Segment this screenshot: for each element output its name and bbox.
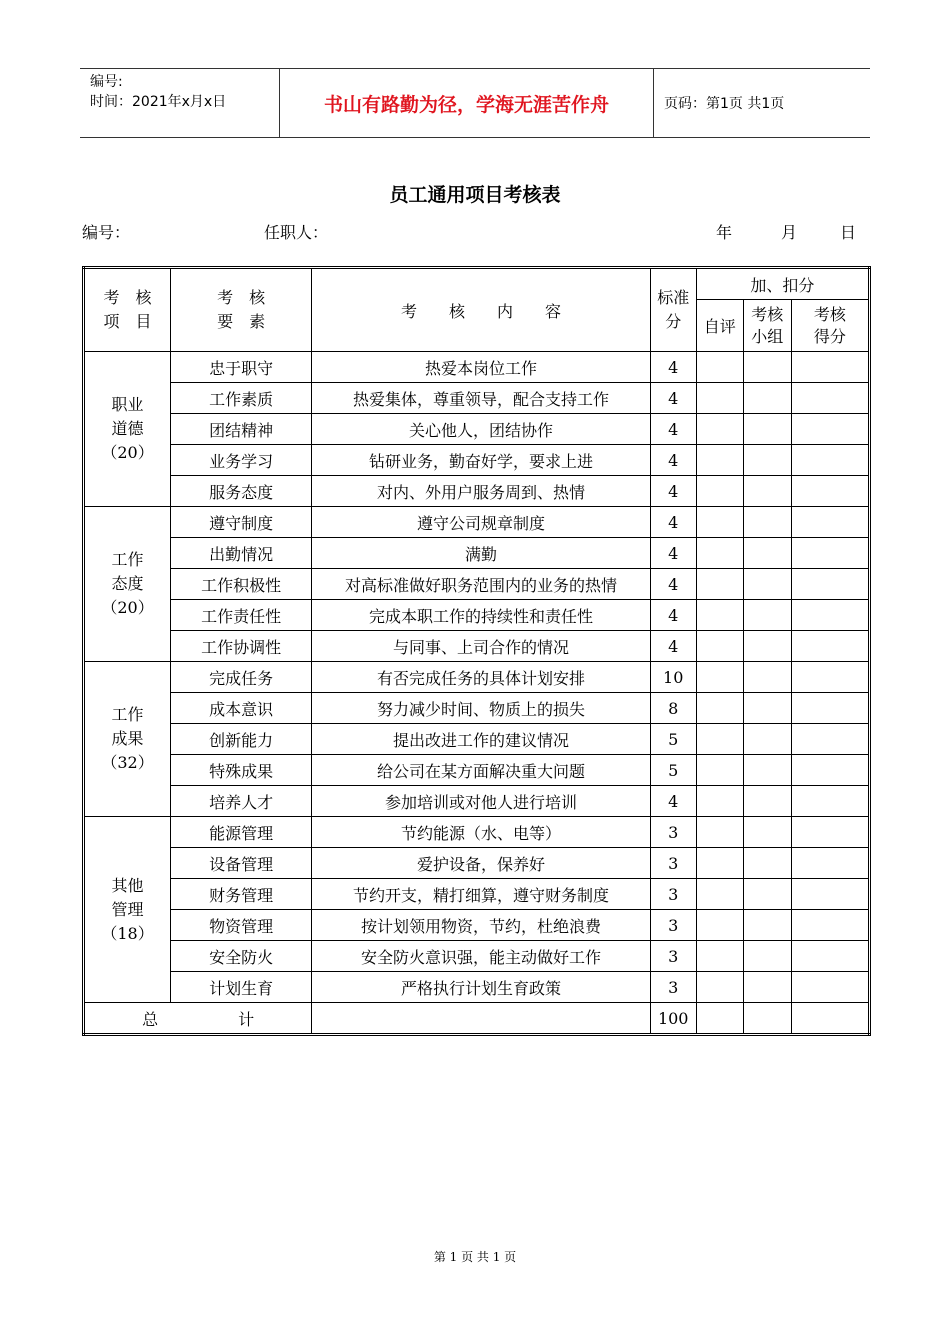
form-number-label: 编号：: [82, 223, 131, 242]
element-cell: 财务管理: [171, 879, 312, 910]
final-score-cell[interactable]: [791, 507, 869, 538]
group-score-cell[interactable]: [743, 879, 791, 910]
element-cell: 遵守制度: [171, 507, 312, 538]
self-score-cell[interactable]: [696, 600, 743, 631]
standard-score-cell: 4: [650, 569, 696, 600]
total-content-cell[interactable]: [312, 1003, 650, 1035]
content-cell: 完成本职工作的持续性和责任性: [312, 600, 650, 631]
final-score-cell[interactable]: [791, 724, 869, 755]
content-cell: 提出改进工作的建议情况: [312, 724, 650, 755]
final-score-cell[interactable]: [791, 755, 869, 786]
group-score-cell[interactable]: [743, 631, 791, 662]
group-score-cell[interactable]: [743, 569, 791, 600]
final-score-cell[interactable]: [791, 879, 869, 910]
self-score-cell[interactable]: [696, 817, 743, 848]
header-score: 考核 得分: [791, 300, 869, 352]
final-score-cell[interactable]: [791, 631, 869, 662]
self-score-cell[interactable]: [696, 631, 743, 662]
form-year-label: 年: [716, 223, 733, 242]
group-name: 其他 管理 （18）: [84, 817, 171, 1003]
group-name: 工作 成果 （32）: [84, 662, 171, 817]
content-cell: 按计划领用物资，节约，杜绝浪费: [312, 910, 650, 941]
element-cell: 工作积极性: [171, 569, 312, 600]
self-score-cell[interactable]: [696, 848, 743, 879]
content-cell: 安全防火意识强，能主动做好工作: [312, 941, 650, 972]
final-score-cell[interactable]: [791, 662, 869, 693]
standard-score-cell: 3: [650, 910, 696, 941]
group-score-cell[interactable]: [743, 910, 791, 941]
standard-score-cell: 4: [650, 445, 696, 476]
group-score-cell[interactable]: [743, 383, 791, 414]
group-score-cell[interactable]: [743, 941, 791, 972]
standard-score-cell: 3: [650, 879, 696, 910]
table-row: [84, 414, 870, 445]
table-row: [84, 662, 870, 693]
standard-score-cell: 4: [650, 476, 696, 507]
table-row: [84, 600, 870, 631]
element-cell: 物资管理: [171, 910, 312, 941]
standard-score-cell: 3: [650, 817, 696, 848]
table-row: [84, 848, 870, 879]
group-score-cell[interactable]: [743, 817, 791, 848]
group-score-cell[interactable]: [743, 693, 791, 724]
standard-score-cell: 4: [650, 786, 696, 817]
header-item: 考 核 项 目: [84, 268, 171, 352]
table-row: [84, 879, 870, 910]
element-cell: 安全防火: [171, 941, 312, 972]
self-score-cell[interactable]: [696, 662, 743, 693]
final-score-cell[interactable]: [791, 941, 869, 972]
element-cell: 成本意识: [171, 693, 312, 724]
standard-score-cell: 10: [650, 662, 696, 693]
element-cell: 出勤情况: [171, 538, 312, 569]
total-label: 总 计: [84, 1003, 312, 1035]
header-self: 自评: [696, 300, 743, 352]
self-score-cell[interactable]: [696, 569, 743, 600]
final-score-cell[interactable]: [791, 476, 869, 507]
final-score-cell[interactable]: [791, 972, 869, 1003]
self-score-cell[interactable]: [696, 972, 743, 1003]
group-score-cell[interactable]: [743, 848, 791, 879]
table-row: [84, 507, 870, 538]
element-cell: 服务态度: [171, 476, 312, 507]
content-cell: 节约能源（水、电等）: [312, 817, 650, 848]
self-score-cell[interactable]: [696, 879, 743, 910]
element-cell: 能源管理: [171, 817, 312, 848]
table-row: [84, 724, 870, 755]
standard-score-cell: 3: [650, 848, 696, 879]
standard-score-cell: 4: [650, 352, 696, 383]
element-cell: 工作责任性: [171, 600, 312, 631]
self-score-cell[interactable]: [696, 445, 743, 476]
group-score-cell[interactable]: [743, 662, 791, 693]
group-score-cell[interactable]: [743, 786, 791, 817]
group-score-cell[interactable]: [743, 476, 791, 507]
self-score-cell[interactable]: [696, 352, 743, 383]
final-score-cell[interactable]: [791, 538, 869, 569]
group-score-cell[interactable]: [743, 414, 791, 445]
content-cell: 节约开支，精打细算，遵守财务制度: [312, 879, 650, 910]
final-score-cell[interactable]: [791, 910, 869, 941]
group-score-cell[interactable]: [743, 445, 791, 476]
group-score-cell[interactable]: [743, 755, 791, 786]
content-cell: 对内、外用户服务周到、热情: [312, 476, 650, 507]
header-page-label: 页码：第1页 共1页: [664, 96, 785, 112]
standard-score-cell: 8: [650, 693, 696, 724]
header-content: 考 核 内 容: [312, 268, 650, 352]
total-score: 100: [650, 1003, 696, 1035]
header-group: 考核 小组: [743, 300, 791, 352]
content-cell: 关心他人，团结协作: [312, 414, 650, 445]
total-self-cell[interactable]: [696, 1003, 743, 1035]
final-score-cell[interactable]: [791, 786, 869, 817]
page-footer: 第 1 页 共 1 页: [433, 1250, 517, 1264]
final-score-cell[interactable]: [791, 352, 869, 383]
group-name: 职业 道德 （20）: [84, 352, 171, 507]
table-row: [84, 569, 870, 600]
final-score-cell[interactable]: [791, 817, 869, 848]
final-score-cell[interactable]: [791, 383, 869, 414]
table-row: [84, 817, 870, 848]
header-time-label: 时间：2021年x月x日: [90, 94, 227, 110]
content-cell: 努力减少时间、物质上的损失: [312, 693, 650, 724]
header-left: [80, 69, 280, 137]
content-cell: 热爱本岗位工作: [312, 352, 650, 383]
group-score-cell[interactable]: [743, 600, 791, 631]
element-cell: 忠于职守: [171, 352, 312, 383]
standard-score-cell: 4: [650, 507, 696, 538]
table-row: [84, 910, 870, 941]
element-cell: 创新能力: [171, 724, 312, 755]
group-score-cell[interactable]: [743, 538, 791, 569]
standard-score-cell: 5: [650, 724, 696, 755]
standard-score-cell: 3: [650, 941, 696, 972]
self-score-cell[interactable]: [696, 724, 743, 755]
header-standard: 标准 分: [650, 268, 696, 352]
total-final-cell[interactable]: [791, 1003, 869, 1035]
form-day-label: 日: [840, 223, 857, 242]
form-month-label: 月: [781, 223, 798, 242]
content-cell: 钻研业务，勤奋好学，要求上进: [312, 445, 650, 476]
standard-score-cell: 4: [650, 631, 696, 662]
table-row: [84, 755, 870, 786]
group-score-cell[interactable]: [743, 507, 791, 538]
element-cell: 设备管理: [171, 848, 312, 879]
table-row: [84, 786, 870, 817]
assessment-table: [82, 266, 871, 1036]
element-cell: 工作素质: [171, 383, 312, 414]
header-element: 考 核 要 素: [171, 268, 312, 352]
element-cell: 完成任务: [171, 662, 312, 693]
table-row: [84, 972, 870, 1003]
header-plus-minus: 加、扣分: [696, 268, 869, 300]
element-cell: 业务学习: [171, 445, 312, 476]
final-score-cell[interactable]: [791, 569, 869, 600]
standard-score-cell: 4: [650, 538, 696, 569]
table-row: [84, 352, 870, 383]
table-row: [84, 476, 870, 507]
content-cell: 对高标准做好职务范围内的业务的热情: [312, 569, 650, 600]
content-cell: 爱护设备，保养好: [312, 848, 650, 879]
final-score-cell[interactable]: [791, 445, 869, 476]
self-score-cell[interactable]: [696, 507, 743, 538]
element-cell: 团结精神: [171, 414, 312, 445]
table-row: [84, 941, 870, 972]
self-score-cell[interactable]: [696, 538, 743, 569]
group-score-cell[interactable]: [743, 724, 791, 755]
content-cell: 热爱集体，尊重领导，配合支持工作: [312, 383, 650, 414]
group-score-cell[interactable]: [743, 972, 791, 1003]
content-cell: 遵守公司规章制度: [312, 507, 650, 538]
final-score-cell[interactable]: [791, 848, 869, 879]
table-row: [84, 383, 870, 414]
final-score-cell[interactable]: [791, 693, 869, 724]
self-score-cell[interactable]: [696, 755, 743, 786]
self-score-cell[interactable]: [696, 786, 743, 817]
content-cell: 参加培训或对他人进行培训: [312, 786, 650, 817]
table-row: [84, 631, 870, 662]
content-cell: 严格执行计划生育政策: [312, 972, 650, 1003]
header-motto: 书山有路勤为径，学海无涯苦作舟: [280, 69, 654, 137]
form-title: 员工通用项目考核表: [389, 184, 561, 206]
self-score-cell[interactable]: [696, 383, 743, 414]
standard-score-cell: 4: [650, 600, 696, 631]
group-name: 工作 态度 （20）: [84, 507, 171, 662]
self-score-cell[interactable]: [696, 693, 743, 724]
content-cell: 有否完成任务的具体计划安排: [312, 662, 650, 693]
form-holder-label: 任职人：: [264, 223, 329, 242]
total-group-cell[interactable]: [743, 1003, 791, 1035]
table-row: [84, 445, 870, 476]
document-header: [80, 68, 870, 138]
group-score-cell[interactable]: [743, 352, 791, 383]
self-score-cell[interactable]: [696, 414, 743, 445]
self-score-cell[interactable]: [696, 941, 743, 972]
assessment-body: [84, 352, 870, 1003]
standard-score-cell: 3: [650, 972, 696, 1003]
content-cell: 给公司在某方面解决重大问题: [312, 755, 650, 786]
element-cell: 培养人才: [171, 786, 312, 817]
element-cell: 特殊成果: [171, 755, 312, 786]
standard-score-cell: 4: [650, 383, 696, 414]
standard-score-cell: 4: [650, 414, 696, 445]
content-cell: 与同事、上司合作的情况: [312, 631, 650, 662]
self-score-cell[interactable]: [696, 476, 743, 507]
element-cell: 工作协调性: [171, 631, 312, 662]
table-row: [84, 693, 870, 724]
self-score-cell[interactable]: [696, 910, 743, 941]
header-number-label: 编号:: [90, 74, 123, 90]
table-row: [84, 538, 870, 569]
final-score-cell[interactable]: [791, 414, 869, 445]
element-cell: 计划生育: [171, 972, 312, 1003]
content-cell: 满勤: [312, 538, 650, 569]
final-score-cell[interactable]: [791, 600, 869, 631]
standard-score-cell: 5: [650, 755, 696, 786]
